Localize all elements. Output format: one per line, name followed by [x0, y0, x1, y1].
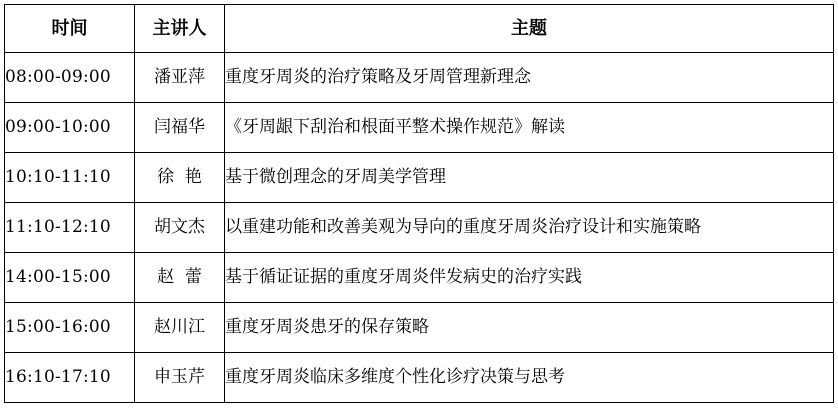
time-cell: 14:00-15:00	[5, 253, 135, 303]
speaker-cell: 赵 蕾	[135, 253, 225, 303]
speaker-cell: 赵川江	[135, 303, 225, 353]
speaker-cell: 徐 艳	[135, 153, 225, 203]
table-row	[5, 53, 834, 103]
topic-cell: 《牙周龈下刮治和根面平整术操作规范》解读	[225, 103, 834, 153]
topic-cell: 基于微创理念的牙周美学管理	[225, 153, 834, 203]
time-cell: 09:00-10:00	[5, 103, 135, 153]
time-cell: 16:10-17:10	[5, 353, 135, 403]
speaker-cell: 申玉芹	[135, 353, 225, 403]
table-row	[5, 203, 834, 253]
topic-cell: 重度牙周炎的治疗策略及牙周管理新理念	[225, 53, 834, 103]
schedule-table	[4, 4, 834, 403]
table-row	[5, 103, 834, 153]
topic-cell: 基于循证证据的重度牙周炎伴发病史的治疗实践	[225, 253, 834, 303]
header-row	[5, 5, 834, 53]
time-cell: 10:10-11:10	[5, 153, 135, 203]
table-body	[5, 53, 834, 403]
speaker-cell: 胡文杰	[135, 203, 225, 253]
speaker-cell: 闫福华	[135, 103, 225, 153]
time-cell: 15:00-16:00	[5, 303, 135, 353]
time-cell: 08:00-09:00	[5, 53, 135, 103]
table-row	[5, 153, 834, 203]
table-row	[5, 253, 834, 303]
table-header	[5, 5, 834, 53]
topic-cell: 以重建功能和改善美观为导向的重度牙周炎治疗设计和实施策略	[225, 203, 834, 253]
table-row	[5, 353, 834, 403]
header-speaker: 主讲人	[135, 5, 225, 53]
speaker-cell: 潘亚萍	[135, 53, 225, 103]
time-cell: 11:10-12:10	[5, 203, 135, 253]
topic-cell: 重度牙周炎临床多维度个性化诊疗决策与思考	[225, 353, 834, 403]
table-row	[5, 303, 834, 353]
topic-cell: 重度牙周炎患牙的保存策略	[225, 303, 834, 353]
header-time: 时间	[5, 5, 135, 53]
header-topic: 主题	[225, 5, 834, 53]
